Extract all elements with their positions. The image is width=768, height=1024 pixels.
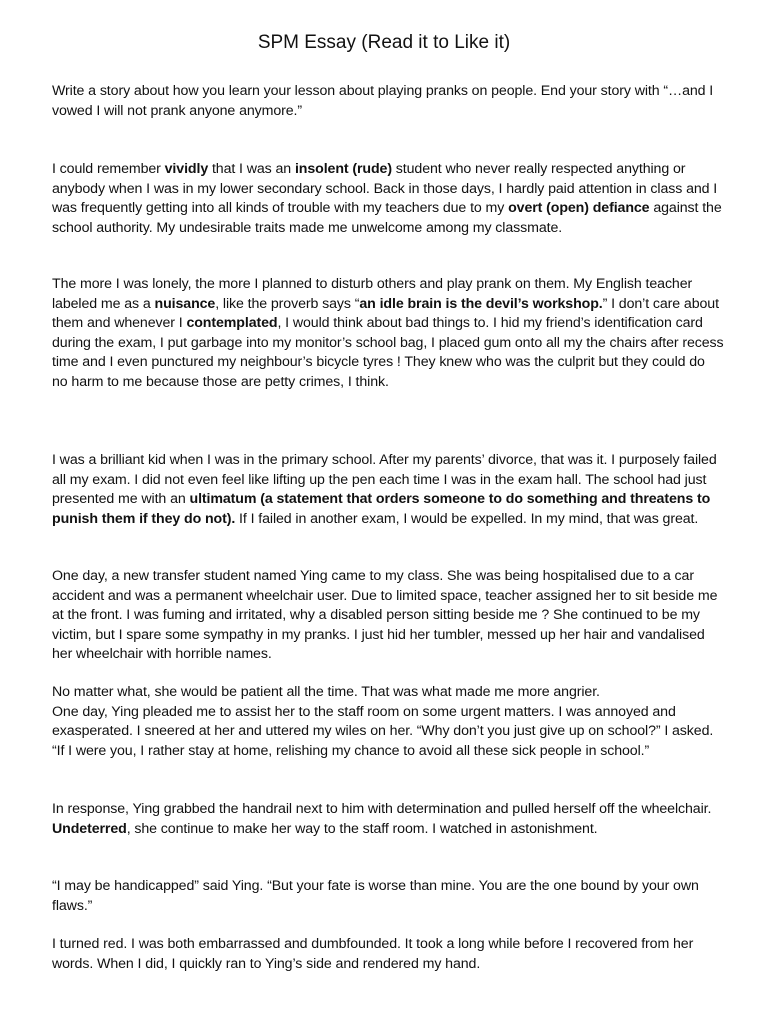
text-run: that I was an	[208, 161, 295, 177]
bold-term: an idle brain is the devil’s workshop.	[359, 295, 603, 312]
paragraph-1	[52, 160, 724, 238]
essay-prompt	[52, 82, 724, 121]
text-run: against the school authority. My undesirable traits made me unwelcome among my classmate.	[52, 200, 722, 236]
bold-term: vividly	[164, 161, 209, 177]
bold-term: insolent (rude)	[294, 161, 392, 177]
bold-term: contemplated	[186, 315, 278, 331]
bold-term: nuisance	[154, 295, 216, 312]
bold-term: overt (open) defiance	[508, 200, 650, 216]
text-run: , she continue to make her way to the staff room. I watched in astonishment.	[126, 820, 598, 837]
text-run: student who never really respected anything or anybody when I was in my lower secondary school. Back in those days, I hardly paid attention in class and I was frequently getting into all kinds of trouble with my teachers due to my	[52, 161, 718, 216]
text-run: The more I was lonely, the more I planned to disturb others and play prank on them. My English teacher labeled me as a	[52, 276, 693, 312]
page-title: SPM Essay (Read it to Like it)	[257, 32, 511, 53]
text-run: In response, Ying grabbed the handrail next to him with determination and pulled herself off the wheelchair.	[52, 801, 712, 817]
paragraph-7	[52, 877, 724, 916]
text-run: Write a story about how you learn your lesson about playing pranks on people. End your story with “…and I vowed I will not prank anyone anymore.”	[52, 83, 714, 119]
text-run: , like the proverb says “	[215, 295, 360, 312]
text-run: I could remember	[52, 161, 165, 177]
text-run: One day, a new transfer student named Ying came to my class. She was being hospitalised due to a car accident and was a permanent wheelchair user. Due to limited space, teacher assigned her to sit beside me at the front. I was fuming and irritated, why a disabled person sitting beside me ? She continued to be my victim, but I spare some sympathy in my pranks. I just hid her tumbler, messed up her hair and vandalised her wheelchair with horrible names.	[52, 568, 718, 662]
text-run: No matter what, she would be patient all the time. That was what made me more angrier.	[52, 684, 600, 700]
text-run: One day, Ying pleaded me to assist her to the staff room on some urgent matters. I was annoyed and exasperated. I sneered at her and uttered my wiles on her. “Why don’t you just give up on school?” I asked. “If I were you, I rather stay at home, relishing my chance to avoid all these sick people in school.”	[52, 703, 714, 759]
text-run: “I may be handicapped” said Ying. “But your fate is worse than mine. You are the one bound by your own flaws.”	[52, 878, 699, 914]
text-run: I turned red. I was both embarrassed and dumbfounded. It took a long while before I recovered from her words. When I did, I quickly ran to Ying’s side and rendered my hand.	[52, 936, 694, 972]
text-run: If I failed in another exam, I would be expelled. In my mind, that was great.	[235, 510, 699, 527]
text-run: ” I don’t care about them and whenever I	[52, 295, 719, 331]
text-run: , I would think about bad things to. I hid my friend’s identification card during the exam, I put garbage into my monitor’s school bag, I placed gum onto all my the chairs after recess time and I even punctured my neighbour’s bicycle tyres ! They knew who was the culprit but they could do no harm to me because those are petty crimes, I think.	[52, 315, 724, 390]
paragraph-6	[52, 800, 724, 839]
bold-term: ultimatum (a statement that orders someone to do something and threatens to punish them if they do not).	[52, 491, 711, 527]
paragraph-5	[52, 683, 724, 761]
text-run: I was a brilliant kid when I was in the primary school. After my parents’ divorce, that was it. I purposely failed all my exam. I did not even feel like lifting up the pen each time I was in the exam hall. The school had just presented me with an	[52, 452, 717, 507]
paragraph-8	[52, 935, 724, 974]
paragraph-3	[52, 451, 724, 529]
bold-term: Undeterred	[52, 820, 127, 837]
paragraph-2	[52, 275, 724, 392]
paragraph-4	[52, 567, 724, 665]
